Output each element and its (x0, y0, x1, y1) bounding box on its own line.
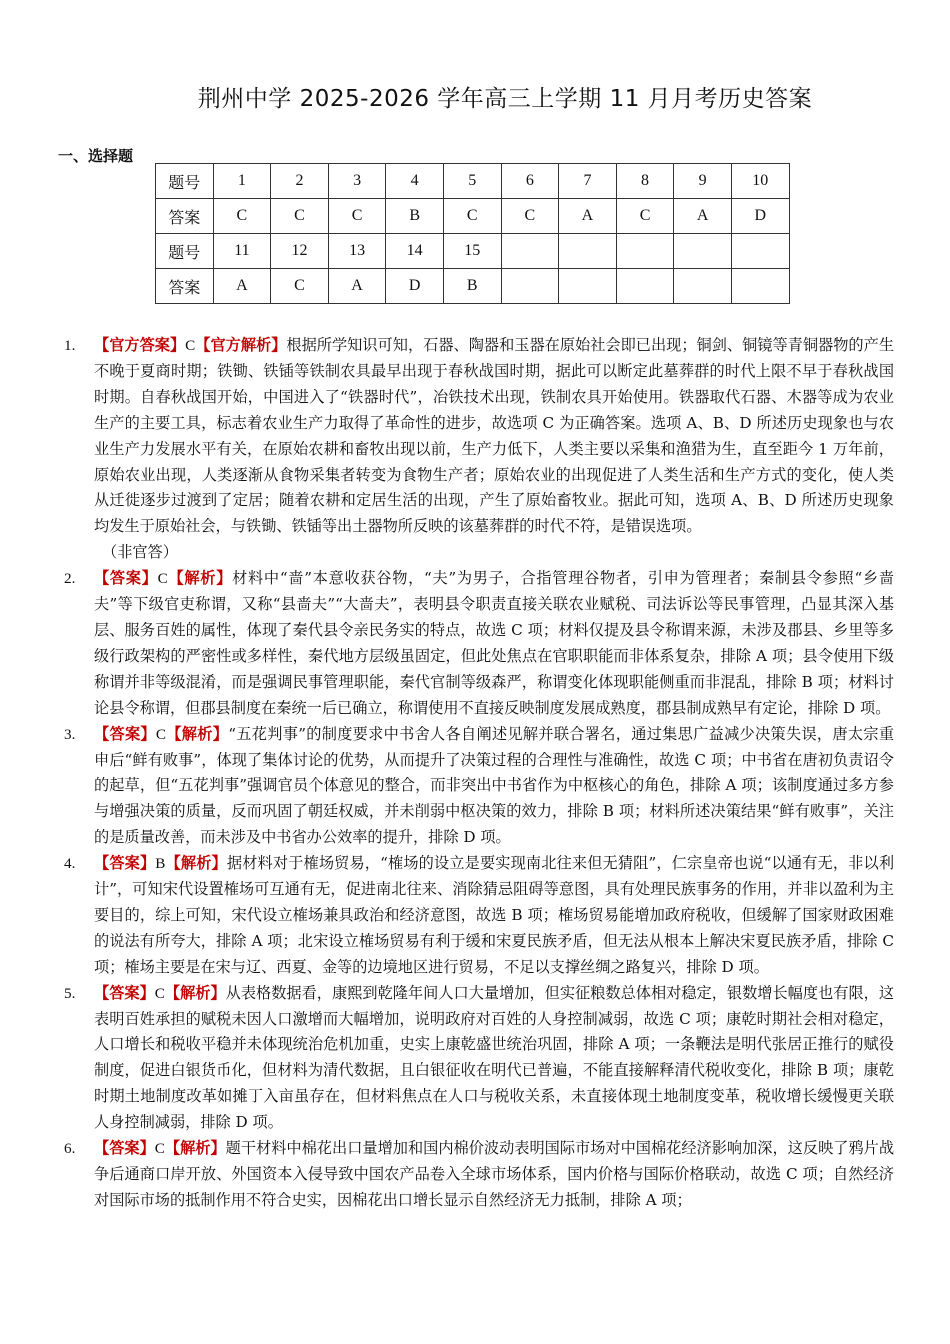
answer-table (155, 163, 790, 304)
table-cell (501, 234, 559, 269)
question-number: 1. (64, 337, 76, 354)
table-row (156, 164, 790, 199)
table-cell: B (443, 269, 501, 304)
table-cell: D (731, 199, 789, 234)
table-cell: B (386, 199, 444, 234)
answer-letter: C (155, 725, 167, 743)
question-item (64, 981, 894, 1136)
row-label: 答案 (156, 269, 214, 304)
answer-letter: C (185, 337, 196, 354)
page-title: 荆州中学 2025-2026 学年高三上学期 11 月月考历史答案 (197, 86, 813, 112)
table-cell: 2 (271, 164, 329, 199)
table-cell (501, 269, 559, 304)
table-cell: 8 (616, 164, 674, 199)
analysis-tag: 【解析】 (164, 1139, 226, 1158)
table-cell (616, 269, 674, 304)
table-cell (674, 269, 732, 304)
analysis-text: 从表格数据看，康熙到乾隆年间人口大量增加，但实征粮数总体相对稳定，银数增长幅度也有限，这表明百姓承担的赋税未因人口激增而大幅增加，说明政府对百姓的人身控制减弱，故选 C 项；康乾时期社会相对稳定，人口增长和税收平稳并未体现统治危机加重，史实上康乾盛世统治巩固，排除 A 项；一条鞭法是明代张居正推行的赋役制度，促进白银货币化，但材料为清代数据，且白银征收在明代已普遍，不能直接解释清代税收变化，排除 B 项；康乾时期土地制度改革如摊丁入亩虽存在，但材料焦点在人口与税收关系，未直接体现土地制度变革，税收增长缓慢更关联人身控制减弱，排除 D 项。 (94, 983, 895, 1132)
question-item (64, 851, 894, 981)
question-body (94, 981, 894, 1136)
analysis-text: 题干材料中棉花出口量增加和国内棉价波动表明国际市场对中国棉花经济影响加深，这反映了鸦片战争后通商口岸开放、外国资本入侵导致中国农产品卷入全球市场体系，国内价格与国际价格联动，故选 C 项；自然经济对国际市场的抵制作用不符合史实，因棉花出口增长显示自然经济无力抵制，排除 A 项； (94, 1139, 895, 1209)
question-number: 4. (64, 855, 76, 873)
question-number: 6. (64, 1140, 76, 1158)
question-number: 3. (64, 725, 76, 743)
table-cell (616, 234, 674, 269)
analysis-text: 材料中“啬”本意收获谷物，“夫”为男子，合指管理谷物者，引申为管理者；秦制县令参照“乡啬夫”等下级官吏称谓，又称“县啬夫”“大啬夫”，表明县令职责直接关联农业赋税、司法诉讼等民事管理，凸显其深入基层、服务百姓的属性，体现了秦代县令亲民务实的特点，故选 C 项；材料仅提及县令称谓来源，未涉及郡县、乡里等多级行政架构的严密性或多样性，秦代地方层级虽固定，但此处焦点在官职职能而非体系复杂，排除 A 项；县令使用下级称谓并非等级混淆，而是强调民事管理职能，秦代官制等级森严，称谓变化体现职能侧重而非混乱，排除 B 项；材料讨论县令称谓，但郡县制度在秦统一后已确立，称谓使用不直接反映制度发展成熟度，郡县制成熟早有定论，排除 D 项。 (94, 569, 895, 717)
table-cell: C (213, 199, 271, 234)
question-item (64, 1136, 894, 1214)
question-item (64, 566, 894, 721)
question-item (64, 333, 894, 540)
table-row (156, 234, 790, 269)
analysis-tag: 【解析】 (166, 724, 229, 743)
table-cell: C (501, 199, 559, 234)
table-cell: 11 (213, 234, 271, 269)
question-number: 2. (64, 570, 76, 588)
answer-letter: C (157, 570, 168, 588)
table-cell: 14 (386, 234, 444, 269)
table-cell: 4 (386, 164, 444, 199)
answer-letter: B (155, 855, 166, 873)
row-label: 题号 (156, 164, 214, 199)
answer-tag: 【答案】 (94, 854, 156, 873)
table-cell: 10 (731, 164, 789, 199)
table-cell: A (674, 199, 732, 234)
table-cell: C (328, 199, 386, 234)
analysis-tag: 【解析】 (165, 854, 227, 873)
question-body (94, 1136, 894, 1214)
question-body (94, 851, 894, 981)
table-cell (559, 269, 617, 304)
table-cell: 5 (443, 164, 501, 199)
answer-letter: C (154, 1140, 165, 1158)
table-cell: 7 (559, 164, 617, 199)
table-row (156, 269, 790, 304)
analysis-tag: 【官方解析】 (195, 336, 287, 354)
section-heading: 一、选择题 (58, 147, 134, 165)
table-cell: 13 (328, 234, 386, 269)
table-cell: A (559, 199, 617, 234)
analysis-tag: 【解析】 (164, 983, 226, 1002)
table-cell: 1 (213, 164, 271, 199)
table-cell: 3 (328, 164, 386, 199)
analysis-text: 据材料对于榷场贸易，“榷场的设立是要实现南北往来但无猜阻”，仁宗皇帝也说“以通有无，非以利计”，可知宋代设置榷场可互通有无，促进南北往来、消除猜忌阻碍等意图，具有处理民族事务的作用，并非以盈利为主要目的，综上可知，宋代设立榷场兼具政治和经济意图，故选 B 项；榷场贸易能增加政府税收，但缓解了国家财政困难的说法有所夸大，排除 A 项；北宋设立榷场贸易有利于缓和宋夏民族矛盾，但无法从根本上解决宋夏民族矛盾，排除 C 项；榷场主要是在宋与辽、西夏、金等的边境地区进行贸易，不足以支撑丝绸之路复兴，排除 D 项。 (94, 854, 895, 976)
answer-tag: 【答案】 (94, 983, 155, 1002)
question-body (94, 333, 894, 540)
answer-tag: 【官方答案】 (94, 336, 186, 354)
answer-tag: 【答案】 (94, 724, 156, 743)
answer-tag: 【答案】 (94, 569, 158, 588)
question-item (64, 722, 894, 852)
table-cell: A (213, 269, 271, 304)
table-cell: 9 (674, 164, 732, 199)
table-cell: C (616, 199, 674, 234)
table-cell: D (386, 269, 444, 304)
row-label: 答案 (156, 199, 214, 234)
answer-tag: 【答案】 (94, 1139, 155, 1158)
answer-letter: C (154, 984, 165, 1002)
table-cell: C (271, 269, 329, 304)
table-cell: A (328, 269, 386, 304)
question-body (94, 722, 894, 852)
question-body (94, 566, 894, 721)
question-number: 5. (64, 984, 76, 1002)
analysis-text: 根据所学知识可知，石器、陶器和玉器在原始社会即已出现；铜剑、铜镜等青铜器物的产生不晚于夏商时期；铁锄、铁锸等铁制农具最早出现于春秋战国时期，据此可以断定此墓葬群的时代上限不早于春秋战国时期。自春秋战国开始，中国进入了“铁器时代”，冶铁技术出现，铁制农具开始使用。铁器取代石器、木器等成为农业生产的主要工具，标志着农业生产力取得了革命性的进步，故选项 C 为正确答案。选项 A、B、D 所述历史现象也与农业生产力发展水平有关，在原始农耕和畜牧出现以前，生产力低下，人类主要以采集和渔猎为生，直至距今 1 万年前，原始农业出现，人类逐渐从食物采集者转变为食物生产者；原始农业的出现促进了人类生活和生产方式的变化，使人类从迁徙逐步过渡到了定居；随着农耕和定居生活的出现，产生了原始畜牧业。据此可知，选项 A、B、D 所述历史现象均发生于原始社会，与铁锄、铁锸等出土器物所反映的该墓葬群的时代不符，是错误选项。 (94, 336, 895, 536)
table-cell: C (271, 199, 329, 234)
table-cell: C (443, 199, 501, 234)
question-note: （非官答） (102, 543, 178, 562)
table-cell (674, 234, 732, 269)
table-row (156, 199, 790, 234)
table-cell: 15 (443, 234, 501, 269)
row-label: 题号 (156, 234, 214, 269)
analysis-tag: 【解析】 (167, 569, 233, 588)
question-list (64, 333, 894, 1214)
table-cell: 6 (501, 164, 559, 199)
analysis-text: “五花判事”的制度要求中书舍人各自阐述见解并联合署名，通过集思广益减少决策失误，唐太宗重申后“鲜有败事”，体现了集体讨论的优势，从而提升了决策过程的合理性与准确性，故选 C 项；中书省在唐初负责诏令的起草，但“五花判事”强调官员个体意见的整合，而非突出中书省作为中枢核心的角色，排除 A 项；该制度通过多方参与增强决策的质量，反而巩固了朝廷权威，并未削弱中枢决策的效力，排除 B 项；材料所述决策结果“鲜有败事”，关注的是质量改善，而未涉及中书省办公效率的提升，排除 D 项。 (94, 724, 895, 847)
table-cell (731, 234, 789, 269)
table-cell: 12 (271, 234, 329, 269)
table-cell (731, 269, 789, 304)
table-cell (559, 234, 617, 269)
